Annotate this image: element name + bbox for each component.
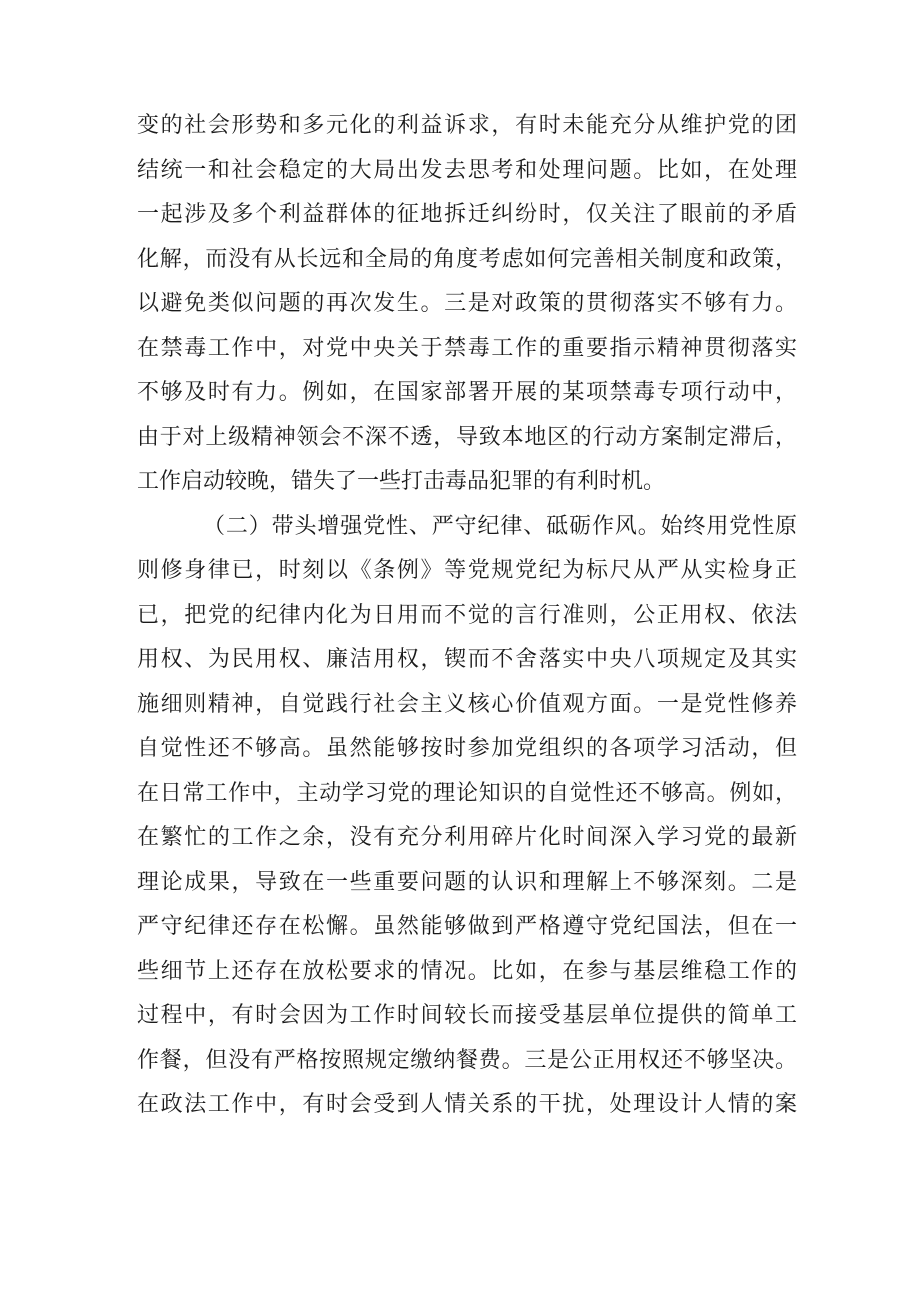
- text-line: 一起涉及多个利益群体的征地拆迁纠纷时，仅关注了眼前的矛盾: [137, 202, 797, 227]
- text-line: 些细节上还存在放松要求的情况。比如，在参与基层维稳工作的: [137, 958, 797, 984]
- text-line: 在日常工作中，主动学习党的理论知识的自觉性还不够高。例如，: [137, 780, 797, 806]
- text-line: 用权、为民用权、廉洁用权，锲而不舍落实中央八项规定及其实: [137, 647, 797, 672]
- text-line: 变的社会形势和多元化的利益诉求，有时未能充分从维护党的团: [137, 113, 797, 138]
- text-line: 由于对上级精神领会不深不透，导致本地区的行动方案制定滞后，: [137, 424, 797, 450]
- text-line: 在禁毒工作中，对党中央关于禁毒工作的重要指示精神贯彻落实: [137, 335, 797, 361]
- paragraph-end-line: 工作启动较晚，错失了一些打击毒品犯罪的有利时机。: [137, 469, 666, 494]
- text-line: 已，把党的纪律内化为日用而不觉的言行准则，公正用权、依法: [137, 602, 797, 628]
- text-line: 则修身律已，时刻以《条例》等党规党纪为标尺从严从实检身正: [137, 558, 797, 583]
- text-line: 严守纪律还存在松懈。虽然能够做到严格遵守党纪国法，但在一: [137, 914, 797, 939]
- text-line: 化解，而没有从长远和全局的角度考虑如何完善相关制度和政策，: [137, 246, 797, 272]
- text-line: 过程中，有时会因为工作时间较长而接受基层单位提供的简单工: [137, 1003, 797, 1028]
- text-line: 在政法工作中，有时会受到人情关系的干扰，处理设计人情的案: [137, 1092, 797, 1117]
- text-line: 理论成果，导致在一些重要问题的认识和理解上不够深刻。二是: [137, 869, 797, 895]
- text-line: 作餐，但没有严格按照规定缴纳餐费。三是公正用权还不够坚决。: [137, 1047, 797, 1073]
- text-line: 施细则精神，自觉践行社会主义核心价值观方面。一是党性修养: [137, 691, 797, 717]
- text-line: 以避免类似问题的再次发生。三是对政策的贯彻落实不够有力。: [137, 291, 797, 316]
- text-line: 自觉性还不够高。虽然能够按时参加党组织的各项学习活动，但: [137, 736, 797, 761]
- document-body: [137, 104, 797, 1128]
- text-line: 结统一和社会稳定的大局出发去思考和处理问题。比如，在处理: [137, 157, 797, 183]
- text-line: 在繁忙的工作之余，没有充分利用碎片化时间深入学习党的最新: [137, 825, 797, 850]
- section-heading-line: （二）带头增强党性、严守纪律、砥砺作风。始终用党性原: [203, 513, 797, 539]
- text-line: 不够及时有力。例如，在国家部署开展的某项禁毒专项行动中，: [137, 380, 797, 405]
